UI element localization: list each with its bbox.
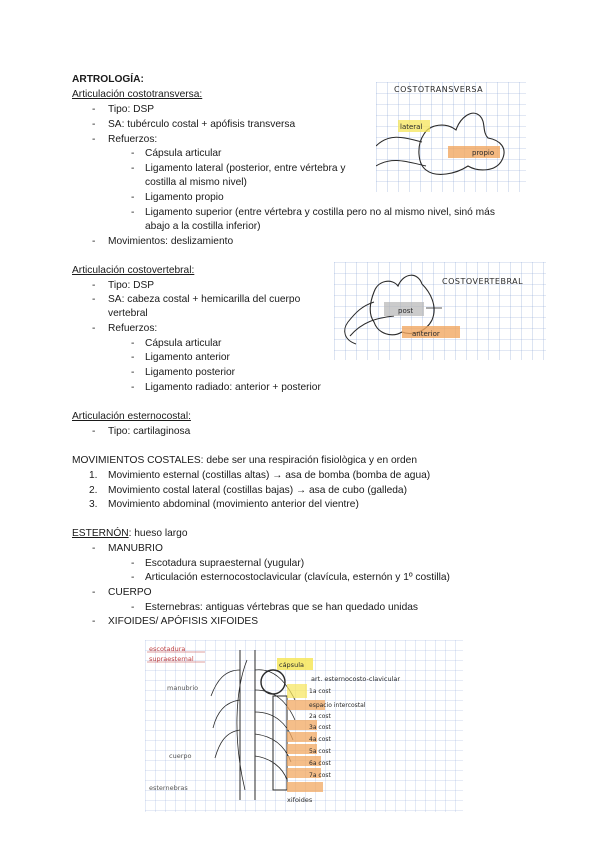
sketch-label: esternebras — [149, 784, 188, 792]
bullet-dash: - — [131, 148, 135, 159]
bullet-dash: - — [92, 616, 96, 627]
list-item: Movimientos: deslizamiento — [108, 236, 234, 247]
list-item: Articulación esternocostoclavicular (clavícula, esternón y 1º costilla) — [145, 572, 450, 583]
list-item: Cápsula articular — [145, 338, 222, 349]
list-item: Cápsula articular — [145, 148, 222, 159]
sketch-label: espacio intercostal — [309, 702, 366, 709]
bullet-dash: - — [92, 104, 96, 115]
list-item: Tipo: cartilaginosa — [108, 426, 191, 437]
sketch-label: cuerpo — [169, 752, 192, 760]
bullet-dash: - — [131, 192, 135, 203]
bullet-dash: - — [131, 558, 135, 569]
list-item-continuation: costilla al mismo nivel) — [145, 177, 247, 188]
bullet-dash: - — [92, 119, 96, 130]
sketch-label: escotadura — [149, 645, 186, 653]
sketch-label: 3a cost — [309, 724, 331, 731]
list-item: XIFOIDES/ APÓFISIS XIFOIDES — [108, 616, 259, 627]
sketch-title: COSTOVERTEBRAL — [442, 277, 524, 286]
bullet-dash: - — [92, 236, 96, 247]
bullet-dash: - — [92, 426, 96, 437]
list-item: Escotadura supraesternal (yugular) — [145, 558, 305, 569]
costotransversa-sketch — [376, 82, 526, 192]
list-item: Ligamento anterior — [145, 352, 230, 363]
sketch-label: 5a cost — [309, 748, 331, 755]
bullet-dash: - — [131, 367, 135, 378]
bullet-dash: - — [131, 382, 135, 393]
costovertebral-sketch — [334, 262, 546, 360]
list-item: Refuerzos: — [108, 134, 158, 145]
list-item: Movimiento costal lateral (costillas bajas) → asa de cubo (galleda) — [108, 485, 407, 496]
list-item: MANUBRIO — [108, 543, 163, 554]
list-item: SA: cabeza costal + hemicarilla del cuerpo — [108, 294, 301, 305]
list-item: Esternebras: antiguas vértebras que se han quedado unidas — [145, 602, 418, 613]
sketch-label: art. esternocosto-clavicular — [311, 675, 401, 683]
bullet-dash: - — [131, 207, 135, 218]
section-heading-costovertebral: Articulación costovertebral: — [72, 265, 195, 276]
list-item: Ligamento lateral (posterior, entre vértebra y — [145, 163, 346, 174]
list-number: 1. — [89, 470, 98, 481]
sketch-label: anterior — [412, 330, 440, 338]
bullet-dash: - — [92, 543, 96, 554]
list-number: 2. — [89, 485, 98, 496]
list-item: Ligamento propio — [145, 192, 224, 203]
esternon-heading-rest: : hueso largo — [128, 528, 188, 539]
bullet-dash: - — [131, 163, 135, 174]
list-item: Ligamento posterior — [145, 367, 236, 378]
list-item-continuation: abajo a la costilla inferior) — [145, 221, 261, 232]
list-item: Ligamento superior (entre vértebra y costilla pero no al mismo nivel, sinó más — [145, 207, 495, 218]
sketch-label: 2a cost — [309, 713, 331, 720]
bullet-dash: - — [92, 280, 96, 291]
sketch-label: 1a cost — [309, 688, 331, 695]
bullet-dash: - — [131, 572, 135, 583]
bullet-dash: - — [92, 587, 96, 598]
sketch-label: 7a cost — [309, 772, 331, 779]
bullet-dash: - — [131, 352, 135, 363]
sketch-title: COSTOTRANSVERSA — [394, 85, 484, 94]
list-item: Refuerzos: — [108, 323, 158, 334]
list-number: 3. — [89, 499, 98, 510]
sketch-label: propio — [472, 149, 495, 157]
sketch-label: lateral — [400, 123, 423, 131]
section-heading-movimientos: MOVIMIENTOS COSTALES: debe ser una respiración fisiològica y en orden — [72, 455, 418, 466]
list-item: Tipo: DSP — [108, 280, 155, 291]
list-item: Ligamento radiado: anterior + posterior — [145, 382, 321, 393]
list-item: SA: tubérculo costal + apófisis transversa — [108, 119, 296, 130]
sketch-label: post — [398, 307, 414, 315]
page-title: ARTROLOGÍA: — [72, 74, 144, 85]
list-item: Tipo: DSP — [108, 104, 155, 115]
sketch-label: 4a cost — [309, 736, 331, 743]
sketch-label: xifoides — [287, 796, 313, 804]
section-heading-costotransversa: Articulación costotransversa: — [72, 89, 203, 100]
bullet-dash: - — [92, 294, 96, 305]
sketch-label: supraesternal — [149, 655, 194, 663]
list-item: CUERPO — [108, 587, 152, 598]
bullet-dash: - — [131, 602, 135, 613]
esternon-sketch — [145, 640, 463, 812]
bullet-dash: - — [131, 338, 135, 349]
sketch-label: manubrio — [167, 684, 199, 692]
sketch-label: cápsula — [279, 661, 304, 669]
list-item: Movimiento esternal (costillas altas) → asa de bomba (bomba de agua) — [108, 470, 431, 481]
section-heading-esternon — [72, 527, 188, 540]
bullet-dash: - — [92, 323, 96, 334]
list-item-continuation: vertebral — [108, 308, 148, 319]
section-heading-esternocostal: Articulación esternocostal: — [72, 411, 191, 422]
esternon-heading: ESTERNÓN — [72, 528, 129, 539]
list-item: Movimiento abdominal (movimiento anterior del vientre) — [108, 499, 359, 510]
bullet-dash: - — [92, 134, 96, 145]
sketch-label: 6a cost — [309, 760, 331, 767]
